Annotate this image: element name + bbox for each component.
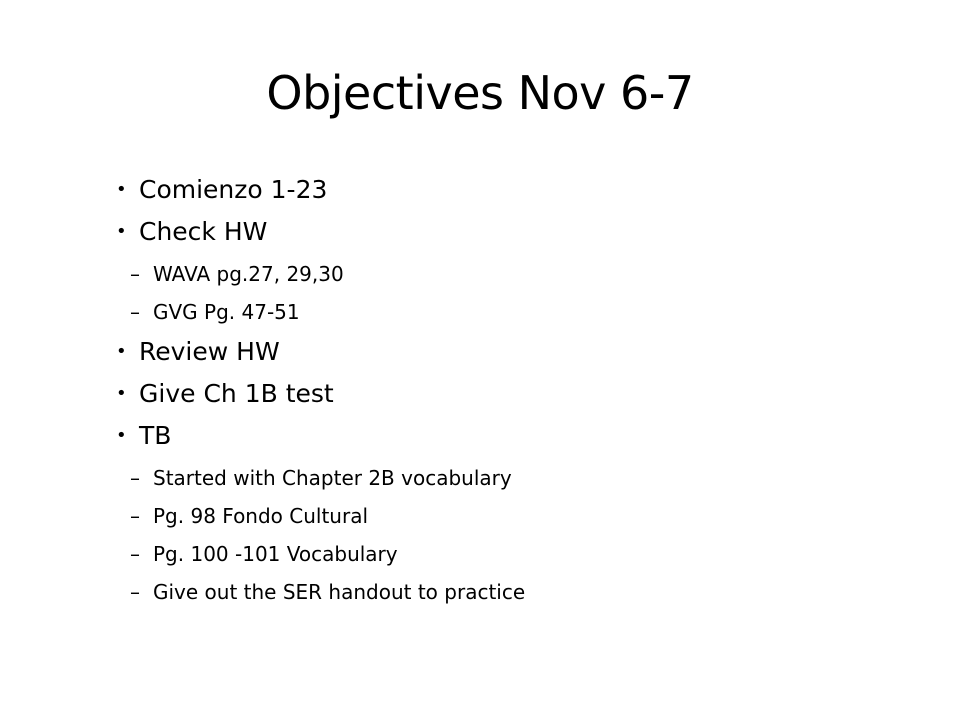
bullet-icon: • [116,341,127,362]
dash-icon: – [130,542,140,566]
sub-bullet-text: Pg. 100 -101 Vocabulary [153,542,398,566]
bullet-text: Check HW [139,217,268,246]
dash-icon: – [130,504,140,528]
bullet-text: Comienzo 1-23 [139,175,328,204]
sub-bullet-text: Pg. 98 Fondo Cultural [153,504,369,528]
bullet-icon: • [116,383,127,404]
bullet-text: Give Ch 1B test [139,379,334,408]
bullet-icon: • [116,221,127,242]
bullet-text: Review HW [139,337,280,366]
dash-icon: – [130,466,140,490]
sub-bullet-text: Started with Chapter 2B vocabulary [153,466,512,490]
bullet-icon: • [116,179,127,200]
bullet-text: TB [139,421,172,450]
slide-title: Objectives Nov 6-7 [266,66,694,120]
dash-icon: – [130,262,140,286]
sub-bullet-text: WAVA pg.27, 29,30 [153,262,344,286]
dash-icon: – [130,580,140,604]
sub-bullet-text: GVG Pg. 47-51 [153,300,300,324]
sub-bullet-text: Give out the SER handout to practice [153,580,526,604]
dash-icon: – [130,300,140,324]
bullet-icon: • [116,425,127,446]
